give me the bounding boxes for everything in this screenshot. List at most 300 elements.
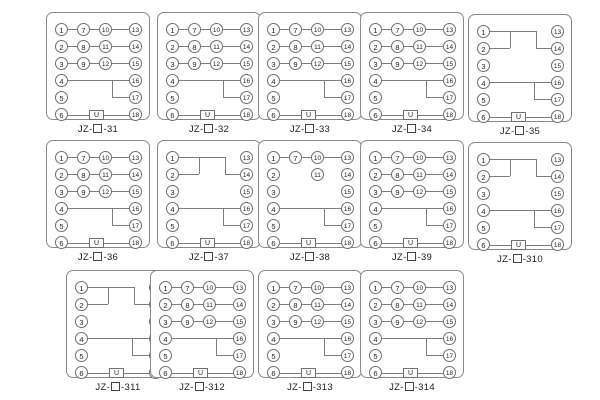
coil-symbol: U [193, 368, 208, 378]
terminal-4: 4 [477, 204, 490, 217]
coil-symbol: U [403, 368, 418, 378]
coil-symbol: U [301, 238, 316, 248]
terminal-16: 16 [233, 332, 246, 345]
terminal-13: 13 [341, 151, 354, 164]
wire-horizontal [426, 304, 443, 305]
wire-vertical [324, 208, 325, 225]
wire-horizontal [404, 191, 413, 192]
terminal-6: 6 [267, 236, 280, 249]
wire-horizontal [179, 115, 200, 116]
terminal-1: 1 [166, 23, 179, 36]
terminal-6: 6 [369, 366, 382, 379]
diagram-caption [46, 124, 150, 135]
terminal-13: 13 [233, 281, 246, 294]
wire-horizontal [536, 48, 551, 49]
wire-horizontal [68, 157, 77, 158]
terminal-18: 18 [443, 108, 456, 121]
caption-suffix: -310 [522, 254, 543, 265]
coil-symbol: U [89, 238, 104, 248]
wire-vertical [534, 82, 535, 99]
terminal-4: 4 [369, 332, 382, 345]
caption-suffix: -312 [204, 382, 225, 393]
wire-horizontal [490, 82, 534, 83]
terminal-5: 5 [75, 349, 88, 362]
terminal-17: 17 [341, 349, 354, 362]
terminal-6: 6 [75, 366, 88, 379]
wire-horizontal [382, 208, 426, 209]
terminal-12: 12 [311, 315, 324, 328]
terminal-17: 17 [551, 221, 564, 234]
wire-vertical [108, 287, 109, 304]
terminal-6: 6 [166, 236, 179, 249]
wire-horizontal [316, 115, 341, 116]
diagram-caption [150, 382, 254, 393]
wire-horizontal [426, 355, 443, 356]
wire-horizontal [426, 191, 443, 192]
wire-horizontal [418, 115, 443, 116]
diagram-caption [360, 382, 464, 393]
wire-vertical [510, 159, 511, 176]
terminal-1: 1 [267, 23, 280, 36]
terminal-7: 7 [289, 23, 302, 36]
terminal-12: 12 [203, 315, 216, 328]
wire-vertical [426, 338, 427, 355]
wire-horizontal [90, 29, 99, 30]
wire-horizontal [316, 243, 341, 244]
wire-horizontal [88, 373, 109, 374]
wire-horizontal [124, 373, 149, 374]
wire-horizontal [426, 321, 443, 322]
wire-horizontal [280, 63, 289, 64]
terminal-4: 4 [159, 332, 172, 345]
terminal-12: 12 [210, 57, 223, 70]
diagram-caption [360, 252, 464, 263]
terminal-5: 5 [166, 91, 179, 104]
terminal-16: 16 [240, 74, 253, 87]
caption-prefix: JZ- [497, 254, 512, 265]
wire-horizontal [172, 321, 181, 322]
wire-horizontal [179, 80, 223, 81]
wire-horizontal [68, 29, 77, 30]
terminal-8: 8 [289, 40, 302, 53]
terminal-9: 9 [77, 57, 90, 70]
wire-horizontal [112, 191, 129, 192]
diagram-frame [468, 14, 572, 122]
wire-vertical [134, 287, 135, 304]
caption-prefix: JZ- [77, 124, 93, 135]
wire-horizontal [90, 63, 99, 64]
wire-horizontal [534, 82, 551, 83]
terminal-15: 15 [443, 185, 456, 198]
diagram-jz-310 [468, 142, 572, 265]
diagram-frame [46, 12, 150, 120]
diagram-frame [360, 140, 464, 248]
caption-placeholder-box [515, 126, 524, 135]
wire-horizontal [172, 373, 193, 374]
terminal-8: 8 [391, 298, 404, 311]
wire-vertical [536, 159, 537, 176]
terminal-2: 2 [369, 298, 382, 311]
terminal-8: 8 [188, 40, 201, 53]
terminal-7: 7 [188, 23, 201, 36]
wire-vertical [324, 338, 325, 355]
terminal-14: 14 [233, 298, 246, 311]
wire-horizontal [382, 80, 426, 81]
caption-prefix: JZ- [95, 382, 111, 393]
wire-horizontal [280, 157, 289, 158]
terminal-16: 16 [443, 74, 456, 87]
terminal-8: 8 [77, 40, 90, 53]
terminal-4: 4 [477, 76, 490, 89]
terminal-11: 11 [203, 298, 216, 311]
wire-horizontal [426, 287, 443, 288]
wire-horizontal [280, 321, 289, 322]
wire-horizontal [426, 208, 443, 209]
terminal-6: 6 [477, 110, 490, 123]
coil-symbol: U [200, 110, 215, 120]
wire-horizontal [534, 210, 551, 211]
terminal-1: 1 [75, 281, 88, 294]
wire-horizontal [490, 31, 536, 32]
wire-horizontal [302, 46, 311, 47]
terminal-15: 15 [443, 57, 456, 70]
terminal-3: 3 [267, 57, 280, 70]
coil-symbol: U [511, 112, 526, 122]
terminal-14: 14 [443, 168, 456, 181]
terminal-8: 8 [391, 40, 404, 53]
wire-horizontal [526, 117, 551, 118]
terminal-11: 11 [311, 40, 324, 53]
terminal-12: 12 [413, 57, 426, 70]
diagram-caption [468, 126, 572, 137]
wire-horizontal [280, 243, 301, 244]
wire-vertical [324, 80, 325, 97]
terminal-7: 7 [77, 151, 90, 164]
wire-horizontal [280, 29, 289, 30]
wire-horizontal [216, 355, 233, 356]
terminal-14: 14 [551, 170, 564, 183]
terminal-5: 5 [55, 91, 68, 104]
terminal-5: 5 [369, 91, 382, 104]
terminal-3: 3 [477, 59, 490, 72]
terminal-9: 9 [289, 315, 302, 328]
wire-horizontal [316, 373, 341, 374]
coil-symbol: U [403, 238, 418, 248]
wire-horizontal [280, 373, 301, 374]
terminal-10: 10 [311, 151, 324, 164]
caption-prefix: JZ- [499, 126, 515, 137]
wire-vertical [426, 208, 427, 225]
wire-horizontal [324, 304, 341, 305]
wire-horizontal [302, 304, 311, 305]
coil-symbol: U [301, 110, 316, 120]
wire-horizontal [280, 208, 324, 209]
terminal-10: 10 [210, 23, 223, 36]
caption-placeholder-box [204, 252, 213, 261]
wire-horizontal [382, 191, 391, 192]
terminal-1: 1 [159, 281, 172, 294]
wire-horizontal [90, 157, 99, 158]
wire-horizontal [426, 97, 443, 98]
wire-horizontal [280, 80, 324, 81]
terminal-8: 8 [289, 298, 302, 311]
terminal-7: 7 [77, 23, 90, 36]
caption-prefix: JZ- [391, 252, 407, 263]
wire-horizontal [88, 287, 134, 288]
terminal-6: 6 [55, 108, 68, 121]
wire-horizontal [223, 63, 240, 64]
terminal-6: 6 [477, 238, 490, 251]
terminal-7: 7 [289, 281, 302, 294]
wire-vertical [112, 80, 113, 97]
terminal-3: 3 [267, 185, 280, 198]
wire-horizontal [223, 97, 240, 98]
terminal-16: 16 [551, 204, 564, 217]
terminal-15: 15 [341, 185, 354, 198]
coil-symbol: U [109, 368, 124, 378]
terminal-10: 10 [99, 23, 112, 36]
terminal-8: 8 [181, 298, 194, 311]
terminal-2: 2 [369, 168, 382, 181]
terminal-5: 5 [477, 93, 490, 106]
wire-horizontal [68, 243, 89, 244]
diagram-frame [468, 142, 572, 250]
wire-vertical [199, 157, 200, 174]
wire-horizontal [418, 373, 443, 374]
terminal-18: 18 [233, 366, 246, 379]
terminal-15: 15 [129, 57, 142, 70]
terminal-10: 10 [413, 23, 426, 36]
wire-horizontal [172, 304, 181, 305]
caption-placeholder-box [111, 382, 120, 391]
terminal-11: 11 [311, 168, 324, 181]
wire-horizontal [215, 115, 240, 116]
terminal-13: 13 [129, 23, 142, 36]
diagram-frame [157, 12, 261, 120]
wire-horizontal [324, 355, 341, 356]
wire-horizontal [490, 210, 534, 211]
wire-horizontal [216, 304, 233, 305]
wire-horizontal [225, 174, 240, 175]
wire-horizontal [302, 321, 311, 322]
terminal-1: 1 [267, 151, 280, 164]
terminal-17: 17 [341, 91, 354, 104]
terminal-17: 17 [443, 219, 456, 232]
wire-horizontal [404, 46, 413, 47]
wire-horizontal [112, 80, 129, 81]
diagram-frame [157, 140, 261, 248]
terminal-3: 3 [267, 315, 280, 328]
terminal-6: 6 [159, 366, 172, 379]
diagram-caption [157, 252, 261, 263]
terminal-5: 5 [159, 349, 172, 362]
diagram-jz-312 [150, 270, 254, 393]
terminal-17: 17 [240, 91, 253, 104]
terminal-13: 13 [443, 151, 456, 164]
terminal-4: 4 [267, 332, 280, 345]
terminal-15: 15 [341, 315, 354, 328]
caption-suffix: -36 [103, 252, 119, 263]
terminal-18: 18 [129, 236, 142, 249]
coil-symbol: U [403, 110, 418, 120]
caption-suffix: -38 [315, 252, 331, 263]
wire-horizontal [426, 157, 443, 158]
wire-vertical [216, 338, 217, 355]
caption-placeholder-box [513, 254, 522, 263]
wire-horizontal [68, 63, 77, 64]
terminal-4: 4 [166, 202, 179, 215]
diagram-jz-33 [258, 12, 362, 135]
wire-horizontal [88, 338, 132, 339]
wire-horizontal [324, 225, 341, 226]
caption-placeholder-box [305, 252, 314, 261]
terminal-6: 6 [369, 236, 382, 249]
coil-symbol: U [89, 110, 104, 120]
terminal-18: 18 [551, 110, 564, 123]
caption-prefix: JZ- [391, 124, 407, 135]
terminal-6: 6 [369, 108, 382, 121]
terminal-9: 9 [188, 57, 201, 70]
diagram-caption [468, 254, 572, 265]
wire-vertical [510, 31, 511, 48]
terminal-3: 3 [166, 185, 179, 198]
terminal-15: 15 [551, 59, 564, 72]
caption-suffix: -33 [315, 124, 331, 135]
terminal-18: 18 [129, 108, 142, 121]
terminal-18: 18 [443, 366, 456, 379]
caption-placeholder-box [303, 382, 312, 391]
wire-horizontal [280, 338, 324, 339]
terminal-18: 18 [341, 366, 354, 379]
wire-horizontal [179, 208, 223, 209]
terminal-14: 14 [240, 40, 253, 53]
wire-horizontal [382, 157, 391, 158]
terminal-15: 15 [240, 185, 253, 198]
terminal-14: 14 [341, 40, 354, 53]
caption-placeholder-box [204, 124, 213, 133]
wire-vertical [225, 157, 226, 174]
wire-horizontal [490, 176, 510, 177]
wire-horizontal [90, 46, 99, 47]
terminal-11: 11 [210, 40, 223, 53]
wire-horizontal [382, 63, 391, 64]
terminal-7: 7 [391, 281, 404, 294]
caption-placeholder-box [405, 382, 414, 391]
terminal-12: 12 [413, 185, 426, 198]
caption-prefix: JZ- [287, 382, 302, 393]
wire-horizontal [490, 245, 511, 246]
terminal-8: 8 [391, 168, 404, 181]
terminal-3: 3 [159, 315, 172, 328]
wire-horizontal [382, 373, 403, 374]
terminal-3: 3 [369, 185, 382, 198]
terminal-16: 16 [443, 202, 456, 215]
caption-prefix: JZ- [77, 252, 93, 263]
terminal-4: 4 [55, 74, 68, 87]
terminal-11: 11 [311, 298, 324, 311]
terminal-9: 9 [77, 185, 90, 198]
terminal-14: 14 [341, 168, 354, 181]
wire-horizontal [426, 338, 443, 339]
wire-horizontal [426, 174, 443, 175]
diagram-jz-32 [157, 12, 261, 135]
wire-horizontal [112, 208, 129, 209]
terminal-1: 1 [55, 151, 68, 164]
wire-horizontal [179, 174, 199, 175]
wire-horizontal [404, 321, 413, 322]
terminal-14: 14 [551, 42, 564, 55]
terminal-4: 4 [369, 202, 382, 215]
terminal-17: 17 [240, 219, 253, 232]
wire-horizontal [179, 46, 188, 47]
diagram-jz-314 [360, 270, 464, 393]
caption-prefix: JZ- [188, 124, 204, 135]
wire-horizontal [179, 29, 188, 30]
terminal-9: 9 [391, 185, 404, 198]
caption-suffix: -39 [417, 252, 433, 263]
terminal-11: 11 [413, 40, 426, 53]
wire-horizontal [324, 80, 341, 81]
terminal-16: 16 [551, 76, 564, 89]
terminal-1: 1 [369, 23, 382, 36]
wire-vertical [223, 80, 224, 97]
wire-horizontal [112, 157, 129, 158]
terminal-13: 13 [443, 23, 456, 36]
terminal-1: 1 [267, 281, 280, 294]
terminal-3: 3 [369, 315, 382, 328]
wire-horizontal [172, 287, 181, 288]
diagram-jz-38 [258, 140, 362, 263]
terminal-18: 18 [240, 236, 253, 249]
wire-horizontal [382, 287, 391, 288]
terminal-18: 18 [443, 236, 456, 249]
diagram-frame [258, 140, 362, 248]
wire-horizontal [132, 338, 149, 339]
diagram-jz-35 [468, 14, 572, 137]
wire-horizontal [179, 63, 188, 64]
wire-horizontal [526, 245, 551, 246]
terminal-11: 11 [99, 168, 112, 181]
wire-horizontal [324, 338, 341, 339]
terminal-1: 1 [369, 281, 382, 294]
wire-horizontal [194, 304, 203, 305]
wire-horizontal [179, 243, 200, 244]
wire-horizontal [534, 227, 551, 228]
terminal-6: 6 [166, 108, 179, 121]
wire-horizontal [112, 97, 129, 98]
terminal-18: 18 [341, 108, 354, 121]
diagram-frame [258, 270, 362, 378]
diagram-frame [150, 270, 254, 378]
wire-horizontal [201, 29, 210, 30]
terminal-18: 18 [341, 236, 354, 249]
terminal-10: 10 [99, 151, 112, 164]
terminal-18: 18 [240, 108, 253, 121]
wire-horizontal [201, 46, 210, 47]
wire-horizontal [90, 174, 99, 175]
wire-horizontal [280, 46, 289, 47]
wire-horizontal [324, 287, 341, 288]
terminal-2: 2 [55, 168, 68, 181]
wire-horizontal [88, 304, 108, 305]
wire-horizontal [302, 287, 311, 288]
wire-horizontal [324, 46, 341, 47]
terminal-13: 13 [551, 153, 564, 166]
terminal-6: 6 [267, 366, 280, 379]
diagram-jz-36 [46, 140, 150, 263]
wire-horizontal [382, 115, 403, 116]
terminal-14: 14 [129, 40, 142, 53]
